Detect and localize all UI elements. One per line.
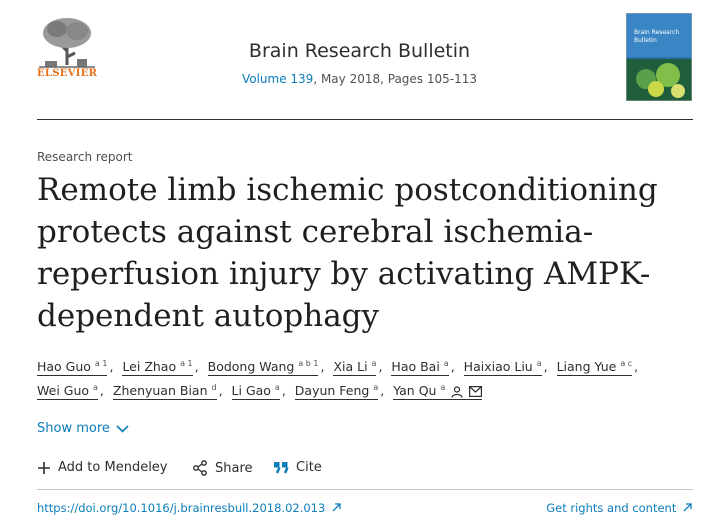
- author-link[interactable]: Zhenyuan Bian $^d$: [113, 380, 217, 400]
- article-type: Research report: [37, 150, 133, 164]
- author-link[interactable]: Xia Li $^a$: [333, 356, 376, 376]
- author-link[interactable]: Li Gao $^a$: [232, 380, 280, 400]
- journal-meta: [0, 72, 719, 86]
- doi-link[interactable]: [37, 501, 341, 515]
- rights-and-content-link[interactable]: [546, 501, 692, 515]
- article-title: [37, 169, 677, 337]
- share-button[interactable]: [192, 460, 253, 476]
- external-link-icon: [332, 503, 341, 512]
- journal-cover-image[interactable]: [626, 13, 692, 101]
- cover-title: Brain Research Bulletin: [634, 29, 680, 44]
- footer-divider: [37, 489, 693, 490]
- author-link[interactable]: Hao Guo $^{a 1}$: [37, 356, 107, 376]
- author-link[interactable]: Liang Yue $^{a c}$: [557, 356, 633, 376]
- share-label: Share: [215, 460, 253, 476]
- chevron-down-icon: [116, 425, 129, 433]
- title-line: Remote limb ischemic postconditioning: [37, 172, 658, 208]
- volume-link[interactable]: Volume 139: [241, 72, 314, 86]
- title-line: dependent autophagy: [37, 298, 380, 334]
- author-link[interactable]: Wei Guo $^a$: [37, 380, 98, 400]
- envelope-icon: [469, 386, 482, 397]
- author-link[interactable]: Dayun Feng $^a$: [295, 380, 378, 400]
- external-link-icon: [683, 503, 692, 512]
- share-icon: [192, 460, 208, 476]
- show-more-label: Show more: [37, 421, 110, 436]
- doi-text: https://doi.org/10.1016/j.brainresbull.2018.02.013: [37, 501, 326, 515]
- plus-icon: [37, 461, 51, 475]
- add-to-mendeley-button[interactable]: [37, 460, 168, 475]
- elsevier-wordmark: ELSEVIER: [37, 68, 98, 79]
- journal-title[interactable]: Brain Research Bulletin: [248, 40, 471, 62]
- cite-button[interactable]: [273, 460, 322, 475]
- add-to-mendeley-label: Add to Mendeley: [58, 460, 168, 475]
- corresponding-author-link[interactable]: Yan Qu $^a$: [393, 380, 482, 400]
- person-icon: [451, 386, 463, 398]
- author-link[interactable]: Haixiao Liu $^a$: [464, 356, 542, 376]
- author-link[interactable]: Hao Bai $^a$: [391, 356, 448, 376]
- rights-text: Get rights and content: [546, 501, 677, 515]
- header-divider: [37, 119, 693, 120]
- title-line: protects against cerebral ischemia-: [37, 214, 594, 250]
- cite-label: Cite: [296, 460, 322, 475]
- show-more-button[interactable]: [37, 421, 129, 436]
- quote-icon: [273, 461, 289, 475]
- title-line: reperfusion injury by activating AMPK-: [37, 256, 651, 292]
- author-link[interactable]: Lei Zhao $^{a 1}$: [122, 356, 192, 376]
- author-link[interactable]: Bodong Wang $^{a b 1}$: [208, 356, 319, 376]
- issue-details: , May 2018, Pages 105-113: [313, 72, 478, 86]
- author-list: Hao Guo $^{a 1}$ , Lei Zhao $^{a 1}$ , Bodong Wang $^{a b 1}$ , Xia Li $^a$ , Hao Bai $^a$ , Haixiao Liu $^a$ , Liang Yue $^{a c}$ , Wei Guo $^a$ , Zhenyuan Bian $^d$ , Li Gao $^a$ , Dayun Feng $^a$ , Yan Qu $^a$: [37, 355, 677, 403]
